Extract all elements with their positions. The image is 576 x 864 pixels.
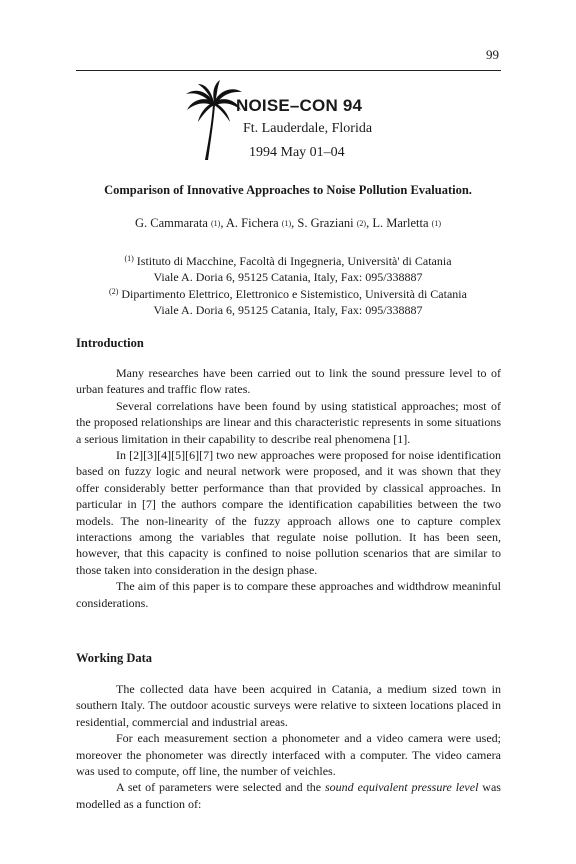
palm-tree-icon [184,80,244,160]
paragraph: The collected data have been acquired in Catania, a medium sized town in southern Italy. The outdoor acoustic surveys were relative to sixteen locations placed in residential, commercial and industrial areas. [76,682,501,729]
conference-name: NOISE–CON 94 [236,96,363,115]
conference-location: Ft. Lauderdale, Florida [243,121,373,136]
section-heading-introduction: Introduction [76,336,144,350]
affiliation-1 [0,251,576,285]
emphasis-text: sound equivalent pressure level [325,780,479,795]
author-list: G. Cammarata (1), A. Fichera (1), S. Graziani (2), L. Marletta (1) [135,216,441,230]
author-mark: (1) [281,219,292,228]
header-rule [76,70,501,71]
conference-date: 1994 May 01–04 [249,145,345,160]
affiliation-address: Viale A. Doria 6, 95125 Catania, Italy, Fax: 095/338887 [153,303,423,317]
author-mark: (1) [431,219,441,228]
introduction-body [76,365,501,611]
author-name: G. Cammarata [135,216,208,230]
author-mark: (1) [211,219,221,228]
paper-title: Comparison of Innovative Approaches to Noise Pollution Evaluation. [104,183,472,197]
paragraph: For each measurement section a phonometer and a video camera were used; moreover the phonometer was directly interfaced with a computer. The video camera was used to compute, off line, the number of veichles. [76,731,501,779]
author-name: A. Fichera [225,216,279,230]
author-name: S. Graziani [297,216,354,230]
working-data-body [76,681,501,812]
affiliation-2 [0,284,576,318]
author-mark: (2) [356,219,367,228]
section-heading-working-data: Working Data [76,651,153,665]
author-name: L. Marletta [372,216,429,230]
page-number: 99 [486,47,499,62]
affiliation-mark: (1) [124,254,134,263]
affiliation-line: Dipartimento Elettrico, Elettronico e Sistemistico, Università di Catania [121,287,467,301]
text-run: A set of parameters were selected and the [116,780,326,795]
paragraph: The aim of this paper is to compare these approaches and widthdrow meaninful considerations. [76,579,501,610]
affiliation-line: Istituto di Macchine, Facoltà di Ingegneria, Università' di Catania [136,254,452,268]
text-run: was modelled as a function of: [76,780,501,811]
paragraph: Several correlations have been found by using statistical approaches; most of the proposed relationships are linear and this characteristic represents in some situations a serious limitation in their capability to describe real phenomena [1]. [76,398,501,446]
paragraph [76,779,501,812]
affiliation-address: Viale A. Doria 6, 95125 Catania, Italy, Fax: 095/338887 [153,270,423,284]
paragraph: In [2][3][4][5][6][7] two new approaches were proposed for noise identification based on fuzzy logic and neural network were proposed, and it was shown that they offer considerably better performance than that provided by classical approaches. In particular in [7] the authors compare the identification capabilities between the two models. The non-linearity of the fuzzy approach allows one to capture complex interactions among the variables that regulate noise pollution. It has been seen, however, that this capacity is confined to noise pollution scenarios that are similar to those taken into consideration in the design phase. [76,448,501,577]
affiliation-mark: (2) [109,287,119,296]
paragraph: Many researches have been carried out to link the sound pressure level to of urban features and traffic flow rates. [76,366,501,397]
